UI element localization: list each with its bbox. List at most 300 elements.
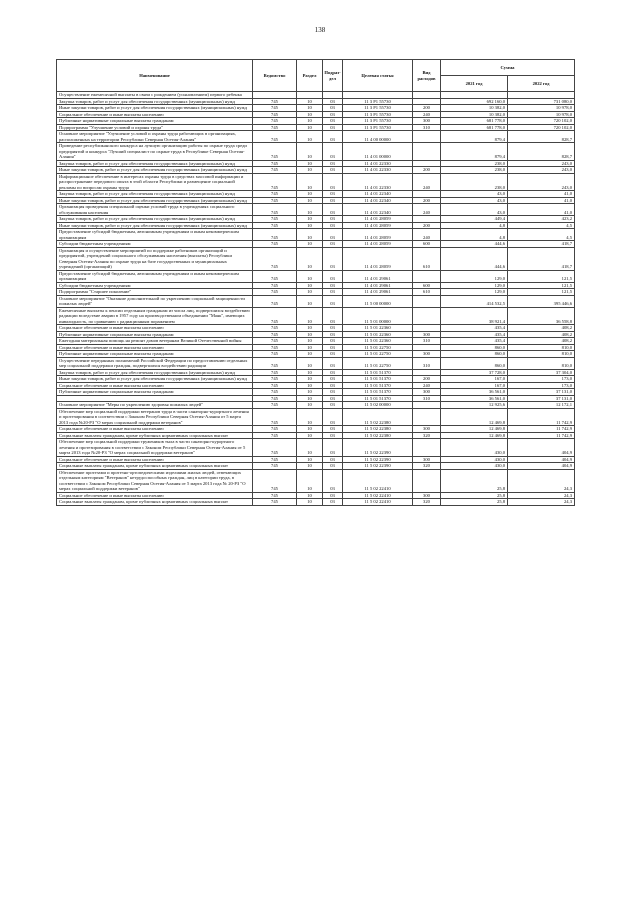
cell-name: Предоставление субсидий бюджетным, автономным учреждениям и иным некоммерческим организациям <box>57 229 253 241</box>
cell-vedomstvo: 745 <box>253 338 297 345</box>
table-row <box>57 131 575 143</box>
cell-razdel: 10 <box>297 408 323 426</box>
cell-vedomstvo: 745 <box>253 344 297 351</box>
table-row <box>57 270 575 282</box>
cell-vid-rashodov <box>413 408 441 426</box>
table-row <box>57 173 575 191</box>
cell-vedomstvo: 745 <box>253 98 297 105</box>
cell-razdel: 10 <box>297 357 323 369</box>
cell-vedomstvo: 745 <box>253 382 297 389</box>
cell-cel-statya: 11 3 Р1 55730 <box>343 98 413 105</box>
cell-sum-2021: 25,8 <box>441 469 508 492</box>
cell-sum-2022: 243,0 <box>508 173 575 191</box>
cell-sum-2021: 37 728,0 <box>441 369 508 376</box>
cell-vedomstvo: 745 <box>253 351 297 358</box>
cell-vedomstvo: 745 <box>253 118 297 125</box>
cell-cel-statya: 11 3 Р1 55730 <box>343 124 413 131</box>
cell-vedomstvo: 745 <box>253 331 297 338</box>
cell-podrazdel: 03 <box>323 270 343 282</box>
cell-name: Социальное обеспечение и иные выплаты населению <box>57 426 253 433</box>
cell-sum-2022: 24,3 <box>508 469 575 492</box>
cell-podrazdel: 03 <box>323 191 343 198</box>
cell-vid-rashodov: 300 <box>413 426 441 433</box>
header-name: Наименование <box>57 60 253 92</box>
cell-vedomstvo: 745 <box>253 216 297 223</box>
budget-table <box>56 59 575 506</box>
header-year-2021: 2021 год <box>441 76 508 92</box>
cell-name: Социальное обеспечение и иные выплаты населению <box>57 382 253 389</box>
cell-cel-statya: 11 4 01 00000 <box>343 143 413 161</box>
cell-vid-rashodov: 200 <box>413 105 441 112</box>
cell-razdel: 10 <box>297 204 323 216</box>
cell-sum-2021: 430,0 <box>441 439 508 457</box>
cell-cel-statya: 11 4 01 22330 <box>343 173 413 191</box>
cell-sum-2022: 121,5 <box>508 270 575 282</box>
cell-cel-statya: 11 3 Р1 55730 <box>343 105 413 112</box>
cell-razdel: 10 <box>297 160 323 167</box>
cell-cel-statya: 11 5 01 51370 <box>343 376 413 383</box>
cell-vid-rashodov: 240 <box>413 382 441 389</box>
cell-vedomstvo: 745 <box>253 439 297 457</box>
cell-vid-rashodov: 600 <box>413 241 441 248</box>
cell-vedomstvo: 745 <box>253 492 297 499</box>
cell-vedomstvo: 745 <box>253 241 297 248</box>
cell-name: Предоставление субсидий бюджетным, автономным учреждениям и иным некоммерческим организациям <box>57 270 253 282</box>
cell-podrazdel: 03 <box>323 241 343 248</box>
cell-vedomstvo: 745 <box>253 469 297 492</box>
header-summa: Сумма <box>441 60 575 76</box>
cell-sum-2022: 11 742,9 <box>508 432 575 439</box>
cell-sum-2021: 449,4 <box>441 216 508 223</box>
cell-razdel: 10 <box>297 216 323 223</box>
cell-cel-statya: 11 5 02 00000 <box>343 402 413 409</box>
cell-cel-statya: 11 5 01 22750 <box>343 357 413 369</box>
cell-razdel: 10 <box>297 222 323 229</box>
cell-sum-2021: 129,0 <box>441 282 508 289</box>
cell-vedomstvo: 745 <box>253 222 297 229</box>
cell-vid-rashodov: 240 <box>413 173 441 191</box>
cell-podrazdel: 03 <box>323 456 343 463</box>
cell-cel-statya: 11 3 Р1 55730 <box>343 111 413 118</box>
cell-razdel: 10 <box>297 289 323 296</box>
cell-podrazdel: 03 <box>323 197 343 204</box>
cell-razdel: 10 <box>297 173 323 191</box>
cell-sum-2021: 10 382,0 <box>441 111 508 118</box>
cell-vedomstvo: 745 <box>253 229 297 241</box>
cell-vid-rashodov: 320 <box>413 463 441 470</box>
cell-cel-statya: 11 5 02 22380 <box>343 408 413 426</box>
cell-name: Социальное обеспечение и иные выплаты населению <box>57 325 253 332</box>
cell-razdel: 10 <box>297 389 323 396</box>
cell-vid-rashodov: 300 <box>413 351 441 358</box>
cell-vid-rashodov: 300 <box>413 118 441 125</box>
cell-razdel: 10 <box>297 282 323 289</box>
cell-razdel: 10 <box>297 338 323 345</box>
cell-vedomstvo: 745 <box>253 357 297 369</box>
cell-sum-2021: 12 469,8 <box>441 432 508 439</box>
table-row <box>57 307 575 325</box>
cell-vedomstvo: 745 <box>253 369 297 376</box>
cell-sum-2022: 731 080,0 <box>508 98 575 105</box>
cell-cel-statya: 11 5 01 00000 <box>343 307 413 325</box>
cell-sum-2021: 10 382,0 <box>441 105 508 112</box>
cell-razdel: 10 <box>297 432 323 439</box>
cell-razdel: 10 <box>297 98 323 105</box>
cell-name: Иные закупки товаров, работ и услуг для обеспечения государственных (муниципальных) нужд <box>57 376 253 383</box>
cell-cel-statya: 11 4 01 29061 <box>343 270 413 282</box>
cell-sum-2022: 10 978,0 <box>508 111 575 118</box>
cell-name: Закупка товаров, работ и услуг для обеспечения государственных (муниципальных) нужд <box>57 160 253 167</box>
cell-name: Закупка товаров, работ и услуг для обеспечения государственных (муниципальных) нужд <box>57 98 253 105</box>
cell-razdel: 10 <box>297 499 323 506</box>
cell-vedomstvo: 745 <box>253 408 297 426</box>
cell-cel-statya: 11 5 01 22360 <box>343 338 413 345</box>
cell-name: Обеспечение мер социальной поддержки ветеранов труда в части санаторно-курортного лечения и протезирования в соответствии с Законом Республики Северная Осетия-Алания от 5 марта 2013 года №20-РЗ "О мерах социальной поддержки ветеранов" <box>57 408 253 426</box>
cell-name: Закупка товаров, работ и услуг для обеспечения государственных (муниципальных) нужд <box>57 216 253 223</box>
cell-vid-rashodov: 300 <box>413 389 441 396</box>
cell-podrazdel: 03 <box>323 402 343 409</box>
cell-vedomstvo: 745 <box>253 376 297 383</box>
cell-podrazdel: 03 <box>323 307 343 325</box>
cell-podrazdel: 03 <box>323 382 343 389</box>
cell-vedomstvo: 745 <box>253 197 297 204</box>
cell-vid-rashodov: 240 <box>413 229 441 241</box>
cell-podrazdel: 03 <box>323 247 343 270</box>
cell-razdel: 10 <box>297 307 323 325</box>
cell-podrazdel: 03 <box>323 408 343 426</box>
cell-razdel: 10 <box>297 118 323 125</box>
cell-sum-2021: 238,0 <box>441 173 508 191</box>
cell-cel-statya: 11 4 01 22340 <box>343 204 413 216</box>
cell-vedomstvo: 745 <box>253 131 297 143</box>
cell-razdel: 10 <box>297 369 323 376</box>
cell-sum-2022: 720 102,0 <box>508 124 575 131</box>
cell-vid-rashodov: 610 <box>413 247 441 270</box>
cell-vedomstvo: 745 <box>253 499 297 506</box>
cell-name: Осуществление переданных полномочий Российской Федерации по предоставлению отдельных мер социальной поддержки граждан, подвергшихся воздействию радиации <box>57 357 253 369</box>
cell-vedomstvo: 745 <box>253 191 297 198</box>
cell-cel-statya: 11 4 01 22330 <box>343 160 413 167</box>
cell-vid-rashodov: 610 <box>413 289 441 296</box>
cell-vid-rashodov: 310 <box>413 338 441 345</box>
cell-sum-2021: 238,0 <box>441 160 508 167</box>
header-razdel: Раздел <box>297 60 323 92</box>
cell-cel-statya: 11 5 01 22360 <box>343 331 413 338</box>
cell-sum-2021: 167,0 <box>441 376 508 383</box>
cell-sum-2022: 408,2 <box>508 331 575 338</box>
cell-vid-rashodov: 300 <box>413 331 441 338</box>
cell-cel-statya: 11 4 01 22340 <box>343 197 413 204</box>
cell-razdel: 10 <box>297 439 323 457</box>
cell-sum-2021: 238,0 <box>441 167 508 174</box>
cell-vid-rashodov <box>413 469 441 492</box>
cell-cel-statya: 11 5 01 22360 <box>343 325 413 332</box>
header-podrazdel: Подраз- дел <box>323 60 343 92</box>
header-year-2022: 2022 год <box>508 76 575 92</box>
cell-sum-2021: 36 561,0 <box>441 389 508 396</box>
cell-podrazdel: 03 <box>323 216 343 223</box>
cell-sum-2022: 12 172,1 <box>508 402 575 409</box>
cell-podrazdel: 03 <box>323 499 343 506</box>
cell-vid-rashodov <box>413 295 441 307</box>
cell-sum-2021: 4,8 <box>441 222 508 229</box>
cell-vedomstvo: 745 <box>253 204 297 216</box>
cell-cel-statya: 11 4 01 29061 <box>343 289 413 296</box>
cell-razdel: 10 <box>297 124 323 131</box>
cell-name: Иные закупки товаров, работ и услуг для обеспечения государственных (муниципальных) нужд <box>57 222 253 229</box>
cell-sum-2021: 414 532,5 <box>441 295 508 307</box>
cell-name: Закупка товаров, работ и услуг для обеспечения государственных (муниципальных) нужд <box>57 191 253 198</box>
cell-razdel: 10 <box>297 402 323 409</box>
cell-cel-statya: 11 5 01 51370 <box>343 395 413 402</box>
cell-sum-2021: 860,0 <box>441 344 508 351</box>
table-row <box>57 469 575 492</box>
cell-vedomstvo: 745 <box>253 173 297 191</box>
cell-sum-2021: 435,4 <box>441 325 508 332</box>
cell-name: Публичные нормативные социальные выплаты гражданам <box>57 389 253 396</box>
cell-podrazdel: 03 <box>323 344 343 351</box>
cell-name: Социальные выплаты гражданам, кроме публичных нормативных социальных выплат <box>57 463 253 470</box>
cell-vid-rashodov <box>413 131 441 143</box>
cell-vedomstvo: 745 <box>253 167 297 174</box>
cell-cel-statya: 11 4 01 28059 <box>343 216 413 223</box>
cell-vedomstvo: 745 <box>253 402 297 409</box>
cell-sum-2021: 444,6 <box>441 241 508 248</box>
cell-razdel: 10 <box>297 395 323 402</box>
cell-razdel: 10 <box>297 463 323 470</box>
cell-razdel: 10 <box>297 167 323 174</box>
cell-sum-2022: 4,5 <box>508 229 575 241</box>
cell-podrazdel: 03 <box>323 389 343 396</box>
cell-podrazdel: 03 <box>323 426 343 433</box>
cell-cel-statya: 11 5 02 22410 <box>343 499 413 506</box>
page-number: 138 <box>314 26 326 34</box>
cell-razdel: 10 <box>297 469 323 492</box>
cell-vedomstvo: 745 <box>253 289 297 296</box>
cell-name: Основное мероприятие "Меры по укреплению здоровья пожилых людей" <box>57 402 253 409</box>
cell-sum-2022: 418,7 <box>508 241 575 248</box>
cell-razdel: 10 <box>297 241 323 248</box>
cell-sum-2022: 810,0 <box>508 344 575 351</box>
cell-name: Ежегодная материальная помощь на ремонт домов ветеранам Великой Отечественной войны <box>57 338 253 345</box>
cell-razdel: 10 <box>297 344 323 351</box>
cell-podrazdel: 03 <box>323 282 343 289</box>
cell-sum-2022: 4,5 <box>508 222 575 229</box>
cell-cel-statya: 11 5 02 22390 <box>343 439 413 457</box>
cell-vid-rashodov: 320 <box>413 432 441 439</box>
cell-name: Подпрограмма "Старшее поколение" <box>57 289 253 296</box>
cell-razdel: 10 <box>297 229 323 241</box>
cell-sum-2021: 860,0 <box>441 357 508 369</box>
cell-sum-2022: 408,2 <box>508 325 575 332</box>
cell-vid-rashodov: 310 <box>413 357 441 369</box>
cell-vid-rashodov: 310 <box>413 395 441 402</box>
cell-name: Иные закупки товаров, работ и услуг для обеспечения государственных (муниципальных) нужд <box>57 167 253 174</box>
cell-sum-2022: 404,9 <box>508 456 575 463</box>
cell-podrazdel: 03 <box>323 331 343 338</box>
cell-razdel: 10 <box>297 197 323 204</box>
cell-cel-statya: 11 4 01 28059 <box>343 247 413 270</box>
cell-vedomstvo: 745 <box>253 389 297 396</box>
cell-name: Субсидии бюджетным учреждениям <box>57 241 253 248</box>
cell-name: Проведение республиканского конкурса на лучшую организацию работы по охране труда среди предприятий и конкурса "Лучший специалист по охране труда в Республике Северная Осетия-Алания" <box>57 143 253 161</box>
cell-podrazdel: 03 <box>323 229 343 241</box>
cell-sum-2022: 828,7 <box>508 143 575 161</box>
cell-cel-statya: 11 5 02 22380 <box>343 426 413 433</box>
cell-vedomstvo: 745 <box>253 160 297 167</box>
cell-sum-2022: 828,7 <box>508 131 575 143</box>
cell-razdel: 10 <box>297 492 323 499</box>
cell-sum-2021: 12 469,8 <box>441 426 508 433</box>
cell-cel-statya: 11 5 01 51370 <box>343 389 413 396</box>
cell-vedomstvo: 745 <box>253 124 297 131</box>
cell-vid-rashodov <box>413 143 441 161</box>
cell-name: Социальные выплаты гражданам, кроме публичных нормативных социальных выплат <box>57 499 253 506</box>
cell-sum-2021: 430,0 <box>441 456 508 463</box>
cell-sum-2021: 879,4 <box>441 143 508 161</box>
cell-name: Информационное обеспечение в интересах охраны труда в средствах массовой информации и распространение передового опыта в этой области Республики и размещение социальной рекламы по вопросам охраны труда <box>57 173 253 191</box>
table-row <box>57 499 575 506</box>
cell-podrazdel: 03 <box>323 111 343 118</box>
cell-name: Социальное обеспечение и иные выплаты населению <box>57 344 253 351</box>
cell-sum-2021: 681 778,0 <box>441 118 508 125</box>
cell-name: Субсидии бюджетным учреждениям <box>57 282 253 289</box>
cell-cel-statya: 11 5 01 51370 <box>343 382 413 389</box>
cell-sum-2021: 681 778,0 <box>441 124 508 131</box>
cell-cel-statya: 11 5 02 22380 <box>343 432 413 439</box>
cell-vid-rashodov: 300 <box>413 492 441 499</box>
cell-podrazdel: 03 <box>323 98 343 105</box>
cell-sum-2022: 423,2 <box>508 216 575 223</box>
cell-sum-2021: 43,0 <box>441 204 508 216</box>
cell-cel-statya: 11 4 00 00000 <box>343 131 413 143</box>
table-row <box>57 439 575 457</box>
cell-name: Закупка товаров, работ и услуг для обеспечения государственных (муниципальных) нужд <box>57 369 253 376</box>
cell-sum-2021: 444,6 <box>441 247 508 270</box>
cell-razdel: 10 <box>297 376 323 383</box>
cell-sum-2021: 4,8 <box>441 229 508 241</box>
cell-podrazdel: 03 <box>323 351 343 358</box>
cell-sum-2022: 10 978,0 <box>508 105 575 112</box>
cell-sum-2021: 129,0 <box>441 270 508 282</box>
cell-sum-2022: 121,5 <box>508 282 575 289</box>
cell-name: Социальное обеспечение и иные выплаты населению <box>57 456 253 463</box>
header-cel-statya: Целевая статья <box>343 60 413 92</box>
cell-cel-statya: 11 3 Р1 55730 <box>343 118 413 125</box>
cell-name: Публичные нормативные социальные выплаты гражданам <box>57 331 253 338</box>
cell-razdel: 10 <box>297 131 323 143</box>
cell-sum-2022: 11 742,9 <box>508 426 575 433</box>
cell-podrazdel: 03 <box>323 338 343 345</box>
cell-vedomstvo: 745 <box>253 143 297 161</box>
cell-podrazdel: 03 <box>323 295 343 307</box>
cell-sum-2021: 435,4 <box>441 338 508 345</box>
header-vedomstvo: Ведомство <box>253 60 297 92</box>
cell-sum-2022: 404,9 <box>508 463 575 470</box>
cell-sum-2021: 430,0 <box>441 463 508 470</box>
cell-name: Публичные нормативные социальные выплаты гражданам <box>57 351 253 358</box>
cell-vid-rashodov <box>413 270 441 282</box>
cell-sum-2022: 37 304,0 <box>508 369 575 376</box>
cell-vid-rashodov: 200 <box>413 197 441 204</box>
cell-vid-rashodov: 300 <box>413 456 441 463</box>
cell-cel-statya: 11 5 00 00000 <box>343 295 413 307</box>
cell-razdel: 10 <box>297 270 323 282</box>
cell-sum-2022: 173,0 <box>508 376 575 383</box>
cell-podrazdel: 03 <box>323 160 343 167</box>
cell-razdel: 10 <box>297 247 323 270</box>
cell-cel-statya: 11 5 01 22750 <box>343 351 413 358</box>
cell-razdel: 10 <box>297 426 323 433</box>
cell-sum-2021: 38 921,4 <box>441 307 508 325</box>
cell-name: Обеспечение протезами и протезно-ортопедическими изделиями жилых людей, отвечающих отдельным категориям "Ветеранов" нетрудоспособных граждан, лиц в категории труда, в соответствии с Законом Республики Северная Осетия-Алания от 5 марта 2013 года № 20-РЗ "О мерах социальной поддержки ветеранов" <box>57 469 253 492</box>
cell-vid-rashodov <box>413 307 441 325</box>
cell-vedomstvo: 745 <box>253 432 297 439</box>
cell-podrazdel: 03 <box>323 357 343 369</box>
cell-podrazdel: 03 <box>323 204 343 216</box>
cell-vid-rashodov: 200 <box>413 167 441 174</box>
cell-razdel: 10 <box>297 456 323 463</box>
cell-vid-rashodov <box>413 439 441 457</box>
cell-vid-rashodov: 240 <box>413 111 441 118</box>
cell-cel-statya: 11 5 01 22750 <box>343 344 413 351</box>
cell-name: Организация проведения специальной оценки условий труда в учреждениях социального обслуживания населения <box>57 204 253 216</box>
cell-sum-2021: 692 160,0 <box>441 98 508 105</box>
cell-name: Обеспечение мер социальной поддержки тружеников тыла в части санаторно-курортного лечения и протезирования в соответствии с Законом Республики Северная Осетия-Алания от 5 марта 2013 года №20-РЗ "О мерах социальной поддержки ветеранов" <box>57 439 253 457</box>
cell-podrazdel: 03 <box>323 395 343 402</box>
cell-vid-rashodov: 200 <box>413 222 441 229</box>
cell-razdel: 10 <box>297 143 323 161</box>
cell-vedomstvo: 745 <box>253 111 297 118</box>
cell-sum-2021: 12 469,8 <box>441 408 508 426</box>
cell-razdel: 10 <box>297 382 323 389</box>
cell-sum-2022: 173,0 <box>508 382 575 389</box>
cell-cel-statya: 11 4 01 22330 <box>343 167 413 174</box>
cell-vid-rashodov: 200 <box>413 376 441 383</box>
cell-sum-2022: 41,0 <box>508 191 575 198</box>
cell-podrazdel: 03 <box>323 463 343 470</box>
cell-cel-statya: 11 4 01 22340 <box>343 191 413 198</box>
cell-sum-2022: 418,7 <box>508 247 575 270</box>
cell-sum-2022: 24,3 <box>508 492 575 499</box>
cell-podrazdel: 03 <box>323 432 343 439</box>
cell-podrazdel: 03 <box>323 325 343 332</box>
cell-podrazdel: 03 <box>323 143 343 161</box>
cell-sum-2022: 36 558,8 <box>508 307 575 325</box>
cell-name: Публичные нормативные социальные выплаты гражданам <box>57 118 253 125</box>
cell-vedomstvo: 745 <box>253 325 297 332</box>
cell-sum-2022: 41,0 <box>508 197 575 204</box>
cell-podrazdel: 03 <box>323 173 343 191</box>
cell-vedomstvo: 745 <box>253 282 297 289</box>
cell-name: Социальные выплаты гражданам, кроме публичных нормативных социальных выплат <box>57 432 253 439</box>
cell-podrazdel: 03 <box>323 222 343 229</box>
cell-cel-statya: 11 4 01 28059 <box>343 229 413 241</box>
cell-razdel: 10 <box>297 191 323 198</box>
cell-sum-2022: 810,0 <box>508 351 575 358</box>
cell-sum-2021: 435,4 <box>441 331 508 338</box>
cell-vedomstvo: 745 <box>253 270 297 282</box>
cell-vid-rashodov: 320 <box>413 499 441 506</box>
cell-razdel: 10 <box>297 351 323 358</box>
cell-sum-2021: 36 561,0 <box>441 395 508 402</box>
cell-sum-2022: 41,0 <box>508 204 575 216</box>
table-row <box>57 247 575 270</box>
cell-sum-2022: 243,0 <box>508 167 575 174</box>
cell-vedomstvo: 745 <box>253 426 297 433</box>
table-row <box>57 357 575 369</box>
cell-vedomstvo: 745 <box>253 463 297 470</box>
